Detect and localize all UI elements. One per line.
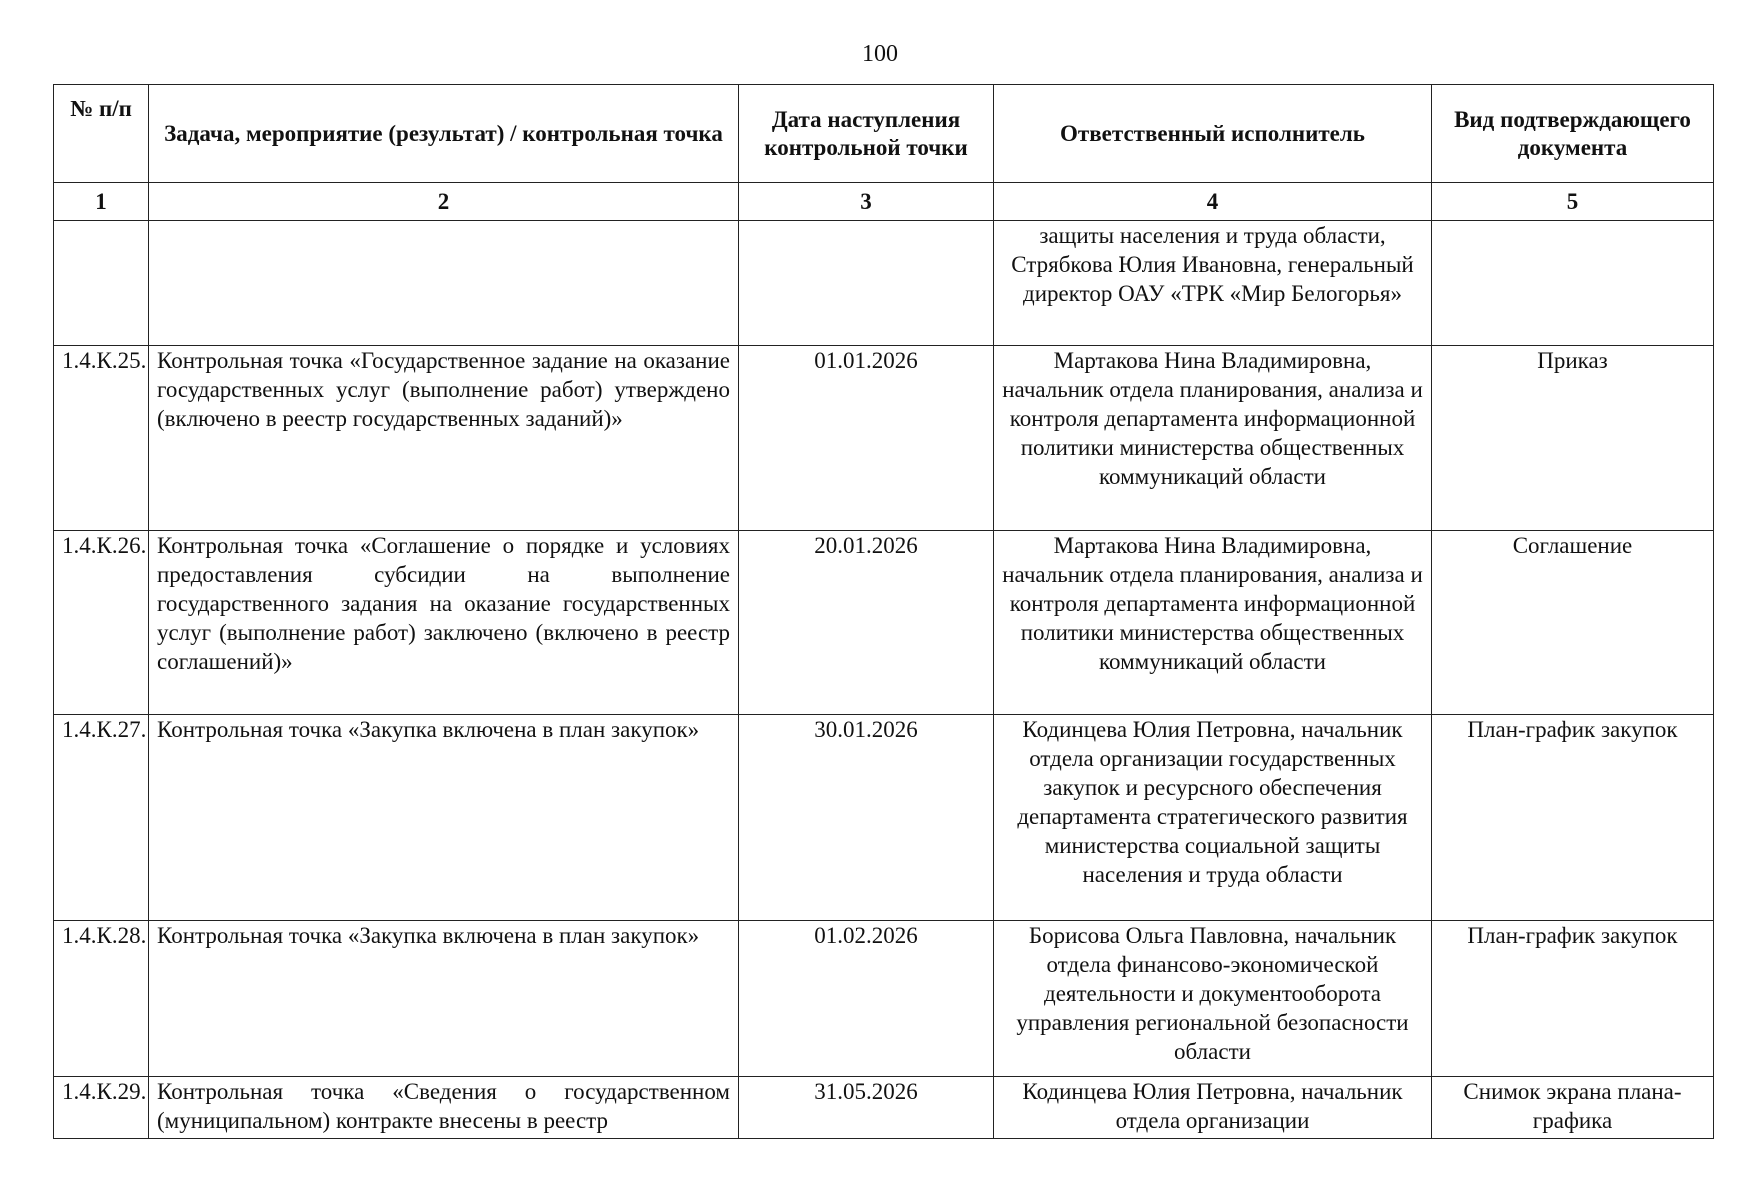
cell-empty xyxy=(149,221,739,346)
header-number: № п/п xyxy=(54,85,149,183)
cell-responsible: Мартакова Нина Владимировна, начальник отдела планирования, анализа и контроля департамента информационной политики министерства общественных коммуникаций области xyxy=(994,346,1432,531)
column-number: 2 xyxy=(149,183,739,221)
table-row xyxy=(54,1077,1714,1139)
cell-date: 01.01.2026 xyxy=(739,346,994,531)
cell-date: 20.01.2026 xyxy=(739,531,994,715)
cell-empty xyxy=(739,221,994,346)
cell-document-type: Снимок экрана плана-графика xyxy=(1432,1077,1714,1139)
cell-task: Контрольная точка «Государственное задание на оказание государственных услуг (выполнение работ) утверждено (включено в реестр государственных заданий)» xyxy=(149,346,739,531)
column-number: 5 xyxy=(1432,183,1714,221)
cell-document-type: Приказ xyxy=(1432,346,1714,531)
table-row-continuation xyxy=(54,221,1714,346)
cell-number: 1.4.К.26. xyxy=(54,531,149,715)
cell-task: Контрольная точка «Сведения о государственном (муниципальном) контракте внесены в реестр xyxy=(149,1077,739,1139)
column-numbers-row xyxy=(54,183,1714,221)
column-number: 3 xyxy=(739,183,994,221)
cell-document-type: План-график закупок xyxy=(1432,715,1714,921)
cell-empty xyxy=(54,221,149,346)
cell-date: 01.02.2026 xyxy=(739,921,994,1077)
cell-empty xyxy=(1432,221,1714,346)
cell-responsible: Кодинцева Юлия Петровна, начальник отдела организации государственных закупок и ресурсного обеспечения департамента стратегического развития министерства социальной защиты населения и труда области xyxy=(994,715,1432,921)
header-task: Задача, мероприятие (результат) / контрольная точка xyxy=(149,85,739,183)
cell-task: Контрольная точка «Закупка включена в план закупок» xyxy=(149,715,739,921)
cell-responsible: защиты населения и труда области, Стрябкова Юлия Ивановна, генеральный директор ОАУ «ТРК «Мир Белогорья» xyxy=(994,221,1432,346)
cell-task: Контрольная точка «Закупка включена в план закупок» xyxy=(149,921,739,1077)
table-header-row xyxy=(54,85,1714,183)
column-number: 1 xyxy=(54,183,149,221)
header-document-type: Вид подтверждающего документа xyxy=(1432,85,1714,183)
column-number: 4 xyxy=(994,183,1432,221)
table-row xyxy=(54,715,1714,921)
cell-date: 30.01.2026 xyxy=(739,715,994,921)
control-points-table xyxy=(53,84,1714,1139)
cell-document-type: Соглашение xyxy=(1432,531,1714,715)
cell-number: 1.4.К.29. xyxy=(54,1077,149,1139)
header-date: Дата наступления контрольной точки xyxy=(739,85,994,183)
cell-number: 1.4.К.27. xyxy=(54,715,149,921)
cell-responsible: Кодинцева Юлия Петровна, начальник отдела организации xyxy=(994,1077,1432,1139)
header-responsible: Ответственный исполнитель xyxy=(994,85,1432,183)
cell-responsible: Мартакова Нина Владимировна, начальник отдела планирования, анализа и контроля департамента информационной политики министерства общественных коммуникаций области xyxy=(994,531,1432,715)
cell-number: 1.4.К.28. xyxy=(54,921,149,1077)
page-number: 100 xyxy=(862,41,898,67)
cell-number: 1.4.К.25. xyxy=(54,346,149,531)
table-row xyxy=(54,921,1714,1077)
cell-task: Контрольная точка «Соглашение о порядке и условиях предоставления субсидии на выполнение государственного задания на оказание государственных услуг (выполнение работ) заключено (включено в реестр соглашений)» xyxy=(149,531,739,715)
cell-date: 31.05.2026 xyxy=(739,1077,994,1139)
cell-responsible: Борисова Ольга Павловна, начальник отдела финансово-экономической деятельности и документооборота управления региональной безопасности области xyxy=(994,921,1432,1077)
table-row xyxy=(54,346,1714,531)
table-row xyxy=(54,531,1714,715)
cell-document-type: План-график закупок xyxy=(1432,921,1714,1077)
